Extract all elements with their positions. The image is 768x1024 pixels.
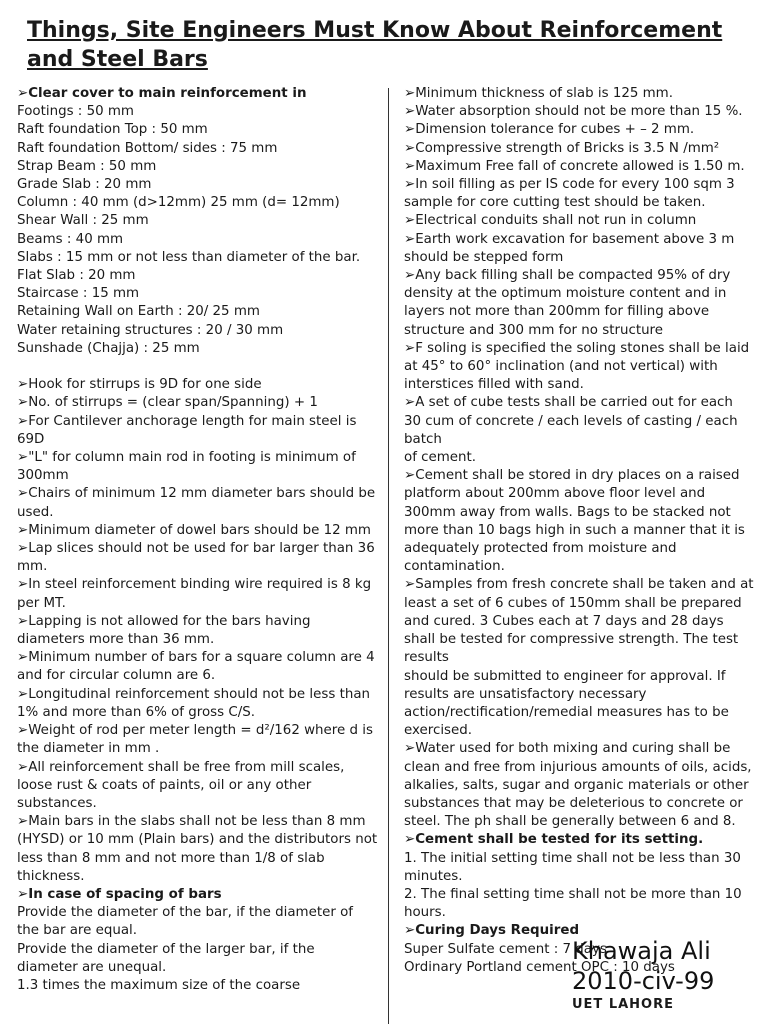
right-paragraph: ➢Curing Days Required — [404, 923, 580, 939]
left-paragraph: 1.3 times the maximum size of the coarse — [17, 977, 301, 993]
left-paragraph: Water retaining structures : 20 / 30 mm — [17, 322, 284, 338]
left-paragraph: ➢Weight of rod per meter length = d²/162 where d is the diameter in mm . — [17, 723, 373, 757]
right-paragraph: ➢Water absorption should not be more than 15 %. — [404, 104, 743, 120]
left-paragraph: ➢Lap slices should not be used for bar larger than 36 mm. — [17, 541, 375, 575]
column-divider — [388, 88, 389, 1024]
right-paragraph: Ordinary Portland cement OPC : 10 days — [404, 959, 675, 975]
right-paragraph: 1. The initial setting time shall not be less than 30 minutes. — [404, 850, 741, 884]
left-paragraph: ➢"L" for column main rod in footing is minimum of 300mm — [17, 450, 356, 484]
left-paragraph: Strap Beam : 50 mm — [17, 158, 157, 174]
right-paragraph: ➢Water used for both mixing and curing shall be clean and free from injurious amounts of oils, acids, alkalies, salts, sugar and organic materials or other substances that may be deleterious to concrete or steel. The ph shall be generally between 6 and 8. — [404, 741, 752, 830]
title-line-1: Things, Site Engineers Must Know About Reinforcement — [27, 18, 723, 43]
page-title — [27, 16, 768, 74]
left-paragraph: Staircase : 15 mm — [17, 286, 140, 302]
left-paragraph: ➢Chairs of minimum 12 mm diameter bars should be used. — [17, 486, 376, 520]
left-paragraph: ➢Clear cover to main reinforcement in — [17, 86, 307, 101]
left-paragraph: ➢In case of spacing of bars — [17, 886, 222, 902]
right-paragraph: ➢A set of cube tests shall be carried out for each 30 cum of concrete / each levels of casting / each batch — [404, 395, 738, 447]
left-paragraph: Footings : 50 mm — [17, 104, 134, 120]
left-paragraph: ➢In steel reinforcement binding wire required is 8 kg per MT. — [17, 577, 372, 611]
right-paragraph: 2. The final setting time shall not be more than 10 hours. — [404, 886, 742, 921]
left-paragraph: Grade Slab : 20 mm — [17, 177, 152, 193]
right-paragraph: ➢Maximum Free fall of concrete allowed is 1.50 m. — [404, 158, 745, 174]
left-paragraph: ➢Main bars in the slabs shall not be less than 8 mm (HYSD) or 10 mm (Plain bars) and the distributors not less than 8 mm and not more than 1/8 of slab thickness. — [17, 814, 378, 884]
right-paragraph: ➢Cement shall be tested for its setting. — [404, 832, 704, 848]
right-paragraph: ➢Minimum thickness of slab is 125 mm. — [404, 86, 673, 101]
left-paragraph: ➢Lapping is not allowed for the bars having diameters more than 36 mm. — [17, 613, 311, 648]
author-watermark — [572, 936, 714, 996]
right-paragraph: ➢F soling is specified the soling stones shall be laid at 45° to 60° inclination (and not vertical) with interstices filled with sand. — [404, 340, 750, 393]
left-paragraph: Column : 40 mm (d>12mm) 25 mm (d= 12mm) — [17, 195, 340, 211]
left-paragraph: ➢Hook for stirrups is 9D for one side — [17, 377, 262, 393]
left-paragraph: Provide the diameter of the larger bar, if the diameter are unequal. — [17, 941, 315, 975]
left-paragraph: Provide the diameter of the bar, if the diameter of the bar are equal. — [17, 905, 353, 939]
right-paragraph: should be submitted to engineer for approval. If results are unsatisfactory necessary action/rectification/remedial measures has to be exercised. — [404, 668, 729, 739]
left-paragraph: Retaining Wall on Earth : 20/ 25 mm — [17, 304, 260, 320]
right-column — [404, 85, 754, 977]
left-paragraph: Sunshade (Chajja) : 25 mm — [17, 340, 200, 356]
left-paragraph: ➢No. of stirrups = (clear span/Spanning) + 1 — [17, 395, 318, 411]
left-paragraph: ➢Longitudinal reinforcement should not be less than 1% and more than 6% of gross C/S. — [17, 686, 371, 720]
left-paragraph: ➢All reinforcement shall be free from mill scales, loose rust & coats of paints, oil or any other substances. — [17, 759, 345, 811]
watermark-university: UET LAHORE — [572, 997, 674, 1012]
watermark-id: 2010-civ-99 — [572, 967, 715, 995]
left-column — [17, 85, 379, 995]
right-paragraph: ➢Cement shall be stored in dry places on a raised platform about 200mm above floor level and 300mm away from walls. Bags to be stacked not more than 10 bags high in such a manner that it is adequately protected from moisture and contamination. — [404, 468, 745, 575]
watermark-name: Khawaja Ali — [572, 937, 711, 965]
left-paragraph: Beams : 40 mm — [17, 231, 124, 247]
right-paragraph: ➢Dimension tolerance for cubes + – 2 mm. — [404, 122, 695, 138]
right-paragraph: ➢Samples from fresh concrete shall be taken and at least a set of 6 cubes of 150mm shall be prepared and cured. 3 Cubes each at 7 days and 28 days shall be tested for compressive strength. The test results — [404, 577, 754, 666]
right-paragraph: Super Sulfate cement : 7 days — [404, 941, 607, 957]
right-paragraph: ➢Earth work excavation for basement above 3 m should be stepped form — [404, 231, 735, 265]
left-paragraph: ➢For Cantilever anchorage length for main steel is 69D — [17, 413, 357, 447]
left-paragraph: ➢Minimum diameter of dowel bars should be 12 mm — [17, 522, 371, 538]
left-paragraph: Slabs : 15 mm or not less than diameter of the bar. — [17, 249, 361, 265]
left-paragraph: Raft foundation Top : 50 mm — [17, 122, 208, 138]
right-paragraph: ➢Any back filling shall be compacted 95% of dry density at the optimum moisture content and in layers not more than 200mm for filling above structure and 300 mm for no structure — [404, 268, 731, 338]
right-paragraph: ➢Electrical conduits shall not run in column — [404, 213, 697, 229]
right-paragraph: ➢Compressive strength of Bricks is 3.5 N /mm² — [404, 140, 720, 156]
left-paragraph: Flat Slab : 20 mm — [17, 268, 136, 284]
left-paragraph: ➢Minimum number of bars for a square column are 4 and for circular column are 6. — [17, 650, 375, 684]
left-paragraph: Shear Wall : 25 mm — [17, 213, 149, 229]
title-line-2: and Steel Bars — [27, 47, 208, 72]
right-paragraph: of cement. — [404, 450, 477, 466]
left-paragraph: Raft foundation Bottom/ sides : 75 mm — [17, 140, 278, 156]
right-paragraph: ➢In soil filling as per IS code for every 100 sqm 3 sample for core cutting test should be taken. — [404, 177, 735, 211]
left-paragraph — [17, 358, 379, 376]
